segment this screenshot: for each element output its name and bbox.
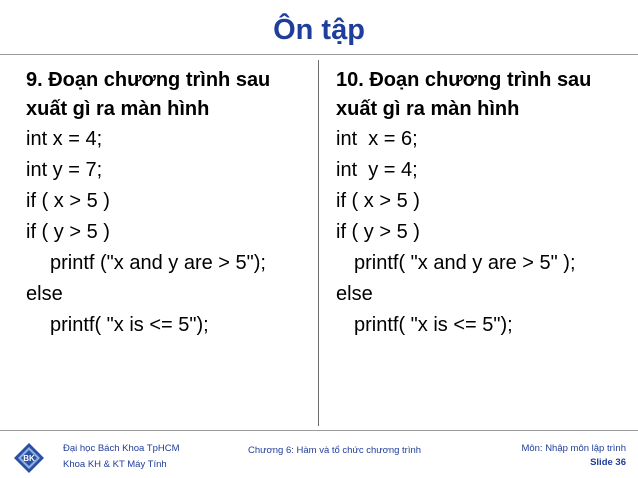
left-question-heading-line1: 9. Đoạn chương trình sau <box>26 69 271 91</box>
title-divider <box>0 54 638 55</box>
left-question-heading-line2: xuất gì ra màn hình <box>26 98 210 120</box>
right-code-line: if ( y > 5 ) <box>336 221 420 243</box>
footer-institution-line1: Đại học Bách Khoa TpHCM <box>63 443 180 454</box>
right-code-line: printf( "x and y are > 5" ); <box>354 252 576 274</box>
footer-chapter: Chương 6: Hàm và tổ chức chương trình <box>248 445 422 456</box>
right-question-heading-line2: xuất gì ra màn hình <box>336 98 520 120</box>
footer-institution-line2: Khoa KH & KT Máy Tính <box>63 459 167 470</box>
left-code-line: int x = 4; <box>26 128 103 150</box>
right-code-line: int y = 4; <box>336 159 418 181</box>
right-code-line: int x = 6; <box>336 128 418 150</box>
right-code-line: else <box>336 283 373 305</box>
left-code-line: else <box>26 283 63 305</box>
footer-divider <box>0 430 638 431</box>
left-code-line: printf ("x and y are > 5"); <box>50 252 266 274</box>
footer-slide-number: Slide 36 <box>590 457 626 468</box>
left-column <box>26 66 318 341</box>
footer-course: Môn: Nhập môn lập trình <box>521 443 626 454</box>
right-column <box>336 66 628 341</box>
right-question-heading-line1: 10. Đoạn chương trình sau <box>336 69 592 91</box>
right-code-line: printf( "x is <= 5"); <box>354 314 513 336</box>
left-code-line: printf( "x is <= 5"); <box>50 314 209 336</box>
logo-text: BK <box>23 454 35 463</box>
left-code-line: if ( y > 5 ) <box>26 221 110 243</box>
left-code-line: if ( x > 5 ) <box>26 190 110 212</box>
right-code-line: if ( x > 5 ) <box>336 190 420 212</box>
university-logo-icon <box>13 442 45 474</box>
slide-title: Ôn tập <box>273 14 365 46</box>
left-code-line: int y = 7; <box>26 159 103 181</box>
column-divider <box>318 60 319 426</box>
